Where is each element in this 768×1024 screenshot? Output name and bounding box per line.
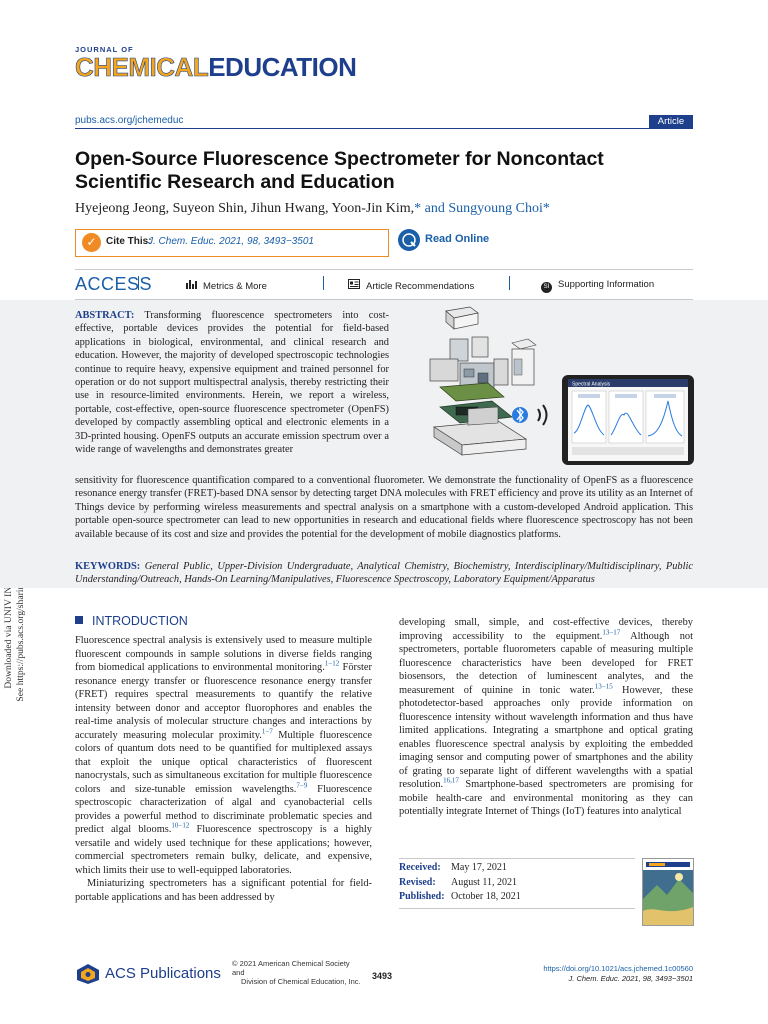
published-row xyxy=(399,891,521,902)
abstract-body-2: sensitivity for fluorescence quantification compared to a conventional fluorometer. We demonstrate the functionality of OpenFS as a fluorescence resonance energy transfer (FRET)-based DNA sensor by detecting target DNA molecules with FRET efficiency and prove its utility as an Internet of Things device by performing wireless measurements and spectral analysis on a smartphone with a custom-developed Android application. This portable open-source spectrometer can lead to new opportunities in research and educational fields where fluorescence spectroscopy has not been available because of its cost and size and provides the potential for the development of mobile diagnostics platforms. xyxy=(75,475,693,540)
section-square-icon xyxy=(75,616,83,624)
intro-text: Fluorescence spectral analysis is extensively used to measure multiple fluorescent compounds in sample solutions in diverse fields ranging from biomedical applications to environmental monitoring. xyxy=(75,635,372,673)
footer-citation: J. Chem. Educ. 2021, 98, 3493−3501 xyxy=(568,974,693,983)
abstract-text-part-1 xyxy=(75,309,389,456)
intro-text: Fluorescence spectroscopic characterization of algal and cyanobacterial cells provides a powerful method to discriminate problematic species and predict algal blooms. xyxy=(75,783,372,835)
body-column-left xyxy=(75,634,372,904)
published-date: October 18, 2021 xyxy=(451,891,521,902)
journal-logo-chemical: CHEMICAL xyxy=(75,52,209,82)
copyright-line-2: Division of Chemical Education, Inc. xyxy=(241,977,361,986)
acs-hexagon-icon xyxy=(75,963,101,985)
reference-link[interactable]: 10−12 xyxy=(171,821,190,830)
intro-text: Multiple fluorescence colors of quantum dots need to be quantified for multiplexed assays that exploit the unique optical characteristics of fluorescent nanocrystals, such as simultaneous excitation for multiple fluorescence colors and size-tunable emission wavelengths. xyxy=(75,729,372,795)
reference-link[interactable]: 1−7 xyxy=(261,727,273,736)
phone-app-title: Spectral Analysis xyxy=(572,381,611,388)
intro-text: However, these photodetector-based approaches only provide information on fluorescence intensity without wavelength information and thus have limited applications. Integrating a smartphone and optical grating enables fluorescence spectral analysis by exploiting the embedded imaging sensor and computing power of smartphones and the ability of grating to separate light of different wavelengths with a spatial resolution. xyxy=(399,684,693,790)
journal-url-link[interactable]: pubs.acs.org/jchemeduc xyxy=(75,115,184,126)
intro-text: Although not spectrometers, portable fluorometers capable of measuring multiple fluorescence characteristics have been developed for FRET biosensors, the detection of luminescent analytes, and the measurement of quinine in tonic water. xyxy=(399,630,694,696)
supporting-info-label: Supporting Information xyxy=(558,279,655,290)
received-date: May 17, 2021 xyxy=(451,862,507,873)
received-row xyxy=(399,862,507,873)
recommendations-label: Article Recommendations xyxy=(366,281,475,292)
copyright-notice xyxy=(232,959,362,986)
citation-link[interactable]: J. Chem. Educ. 2021, 98, 3493−3501 xyxy=(148,236,314,247)
access-bar-top-rule xyxy=(75,269,693,270)
section-heading-introduction xyxy=(75,614,188,628)
checkmark-icon: ✓ xyxy=(82,233,101,252)
exploded-device-illustration xyxy=(430,307,536,455)
recommendations-link[interactable] xyxy=(348,279,474,292)
published-label: Published: xyxy=(399,891,445,902)
author-list xyxy=(75,201,695,217)
reference-link[interactable]: 1−12 xyxy=(324,659,340,668)
intro-text: Smartphone-based spectrometers are promising for mobile health-care and environmental monitoring as they can potentially integrate Internet of Things (IoT) features into analytical xyxy=(399,779,693,817)
revised-date: August 11, 2021 xyxy=(451,877,518,888)
bar-chart-icon xyxy=(186,279,197,292)
body-column-right xyxy=(399,616,693,819)
read-online-label: Read Online xyxy=(425,233,490,245)
authors-part-1: Hyejeong Jeong, Suyeon Shin, Jihun Hwang, Yoon-Jin Kim, xyxy=(75,201,415,216)
keywords-label: KEYWORDS: xyxy=(75,561,141,572)
bluetooth-icon xyxy=(512,407,528,423)
intro-text: developing small, simple, and cost-effective devices, thereby improving accessibility to the equipment. xyxy=(399,617,693,642)
supporting-info-link[interactable] xyxy=(541,279,654,293)
smartphone-illustration xyxy=(562,375,694,465)
cite-this-box[interactable] xyxy=(75,229,389,257)
received-label: Received: xyxy=(399,862,441,873)
keywords-list: General Public, Upper-Division Undergraduate, Analytical Chemistry, Biochemistry, Interdisciplinary/Multidisciplinary, Public Understanding/Outreach, Hands-On Learning/Manipulatives, Fluorescence Spectroscopy, Laboratory Equipment/Apparatus xyxy=(75,561,693,586)
cite-this-label: Cite This: xyxy=(106,236,152,247)
intro-paragraph-2: Miniaturizing spectrometers has a significant potential for field-portable applications and has been addressed by xyxy=(75,878,372,903)
reference-link[interactable]: 13−15 xyxy=(594,682,613,691)
article-type-badge: Article xyxy=(649,115,693,128)
doi-link[interactable]: https://doi.org/10.1021/acs.jchemed.1c00560 xyxy=(543,964,693,973)
journal-logo[interactable] xyxy=(75,45,357,85)
journal-logo-education: EDUCATION xyxy=(208,52,357,82)
journal-cover-thumbnail[interactable] xyxy=(642,858,694,926)
dates-top-rule xyxy=(399,858,635,859)
access-separator xyxy=(138,276,139,290)
publication-dates-box xyxy=(399,858,693,928)
si-icon: SI xyxy=(541,282,552,293)
read-online-button[interactable] xyxy=(398,229,516,255)
recommendations-separator xyxy=(509,276,510,290)
corresponding-author-mark[interactable]: * xyxy=(542,201,550,216)
wireless-signal-icon xyxy=(538,405,547,425)
metrics-separator xyxy=(323,276,324,290)
metrics-link[interactable] xyxy=(186,279,267,292)
reference-link[interactable]: 13−17 xyxy=(602,628,621,637)
metrics-label: Metrics & More xyxy=(203,281,267,292)
reference-link[interactable]: 7−9 xyxy=(296,781,308,790)
acs-publications-text: ACS Publications xyxy=(105,965,221,982)
keywords xyxy=(75,560,693,587)
revised-row xyxy=(399,877,517,888)
reference-link[interactable]: 16,17 xyxy=(443,776,459,785)
introduction-heading-text: INTRODUCTION xyxy=(92,614,188,628)
document-list-icon xyxy=(348,279,360,292)
journal-logo-big xyxy=(75,52,356,83)
abstract-body-1: Transforming fluorescence spectrometers into cost-effective, portable devices provides the potential for field-based applications in biological, environmental, and clinical research and education. However, the majority of developed spectroscopic technologies continue to require heavy, expensive equipment and trained personnel for operation or do not support multispectral analysis, thereby restricting their use in resource-limited environments. Herein, we report a wireless, portable, cost-effective, open-source fluorescence spectrometer (OpenFS) developed by compactly assembling optical and electronic elements in a 3D-printed housing. OpenFS outputs an accurate emission spectrum over a wide range of wavelengths and demonstrates greater xyxy=(75,310,390,456)
intro-paragraph-continued xyxy=(399,616,693,819)
dates-bottom-rule xyxy=(399,908,635,909)
copyright-line-1: © 2021 American Chemical Society and xyxy=(232,959,350,977)
article-title: Open-Source Fluorescence Spectrometer for Noncontact Scientific Research and Education xyxy=(75,148,604,193)
journal-logo-small: JOURNAL OF xyxy=(75,45,134,54)
globe-icon xyxy=(398,229,420,251)
intro-paragraph-1 xyxy=(75,634,372,877)
page-number: 3493 xyxy=(372,971,393,981)
acs-publications-logo[interactable] xyxy=(75,963,221,985)
abstract-label: ABSTRACT: xyxy=(75,310,135,321)
authors-part-2[interactable]: * and Sungyoung Choi xyxy=(414,201,543,216)
intro-text: Fluorescence spectroscopy is a highly versatile and widely used technique for these applications; however, commercial spectrometers remain bulky, delicate, and expensive, which limits their use to well-equipped laboratories. xyxy=(75,824,372,876)
intro-text: Förster resonance energy transfer or fluorescence resonance energy transfer (FRET) requires spectral measurements to quantify the relative intensity between donor and acceptor fluorophores and enables the real-time analysis of molecular structure changes and interactions by accurately measuring molecular proximity. xyxy=(75,662,372,741)
access-label: ACCESS xyxy=(75,274,153,294)
toc-graphic xyxy=(400,303,695,468)
header-rule xyxy=(75,128,693,129)
revised-label: Revised: xyxy=(399,877,436,888)
